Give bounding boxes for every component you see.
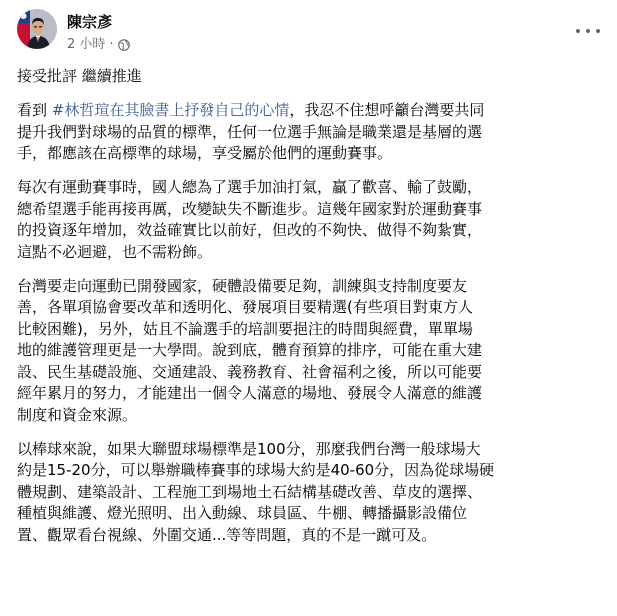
more-options-icon	[576, 29, 580, 33]
paragraph-line	[17, 242, 607, 264]
line-text: 每次有運動賽事時，國人總為了選手加油打氣，贏了歡喜、輸了鼓勵，	[17, 178, 483, 196]
line-text: 總希望選手能再接再厲，改變缺失不斷進步。這幾年國家對於運動賽事	[17, 199, 483, 218]
line-text: 比較困難)，另外，姑且不論選手的培訓要挹注的時間與經費，單單場	[17, 319, 473, 338]
more-options-dot	[586, 29, 590, 33]
line-text: 台灣要走向運動已開發國家，硬體設備要足夠，訓練與支持制度要友	[17, 276, 468, 295]
paragraph-line	[17, 276, 607, 298]
paragraph-line	[17, 439, 607, 461]
post-title	[17, 66, 607, 88]
paragraph-line	[17, 177, 607, 199]
author-name[interactable]: 陳宗彥	[67, 13, 113, 31]
post-paragraph	[17, 177, 607, 263]
paragraph-line	[17, 297, 607, 319]
profile-photo	[17, 9, 57, 49]
paragraph-line	[17, 460, 607, 482]
line-text: 種植與維護、燈光照明、出入動線、球員區、牛棚、轉播攝影設備位	[17, 504, 468, 522]
line-text: 設、民生基礎設施、交通建設、義務教育、社會福利之後，所以可能要	[17, 362, 483, 381]
post-time[interactable]: 2 小時	[67, 37, 106, 52]
line-text: 經年累月的努力，才能建出一個令人滿意的場地、發展令人滿意的維護	[17, 384, 483, 402]
meta-separator: ·	[109, 37, 114, 52]
line-text: ，我忍不住想呼籲台灣要共同	[289, 101, 485, 119]
line-text: 手，都應該在高標準的球場，享受屬於他們的運動賽事。	[17, 144, 393, 162]
more-options-button[interactable]	[576, 24, 600, 38]
line-text: 看到	[17, 101, 52, 119]
line-text: 置、觀眾看台視線、外圍交通...等等問題，真的不是一蹴可及。	[17, 525, 437, 544]
line-text: 的投資逐年增加，效益確實比以前好，但改的不夠快、做得不夠紮實，	[17, 221, 483, 239]
line-text: 體規劃、建築設計、工程施工到場地土石結構基礎改善、草皮的選擇、	[17, 482, 483, 501]
paragraph-line	[17, 362, 607, 384]
line-text: 制度和資金來源。	[17, 405, 138, 424]
paragraph-line	[17, 143, 607, 165]
line-text: 以棒球來說，如果大聯盟球場標準是100分，那麼我們台灣一般球場大	[17, 439, 481, 458]
paragraph-line	[17, 482, 607, 504]
paragraph-line	[17, 340, 607, 362]
post-paragraph	[17, 439, 607, 547]
post-meta	[67, 37, 130, 53]
line-text: 這點不必迴避，也不需粉飾。	[17, 242, 213, 261]
post-body	[17, 66, 607, 559]
post-title-text: 接受批評 繼續推進	[17, 67, 142, 85]
post-paragraph	[17, 100, 607, 165]
line-text: 提升我們對球場的品質的標準，任何一位選手無論是職業還是基層的選	[17, 122, 483, 141]
paragraph-line	[17, 199, 607, 221]
paragraph-line	[17, 503, 607, 525]
line-text: 地的維護管理更是一大學問。說到底，體育預算的排序，可能在重大建	[17, 341, 483, 359]
hashtag-link[interactable]: #林哲瑄在其臉書上抒發自己的心情	[51, 101, 290, 119]
paragraph-line	[17, 100, 607, 122]
avatar[interactable]	[17, 9, 57, 49]
paragraph-line	[17, 122, 607, 144]
line-text: 約是15-20分，可以舉辦職棒賽事的球場大約是40-60分，因為從球場硬	[17, 461, 495, 479]
paragraph-line	[17, 405, 607, 427]
paragraph-line	[17, 319, 607, 341]
post-paragraph	[17, 276, 607, 427]
paragraph-line	[17, 525, 607, 547]
line-text: 善，各單項協會要改革和透明化、發展項目要精選(有些項目對東方人	[17, 298, 473, 316]
paragraph-line	[17, 220, 607, 242]
more-options-dot	[596, 29, 600, 33]
globe-icon[interactable]	[118, 39, 130, 51]
paragraph-line	[17, 383, 607, 405]
